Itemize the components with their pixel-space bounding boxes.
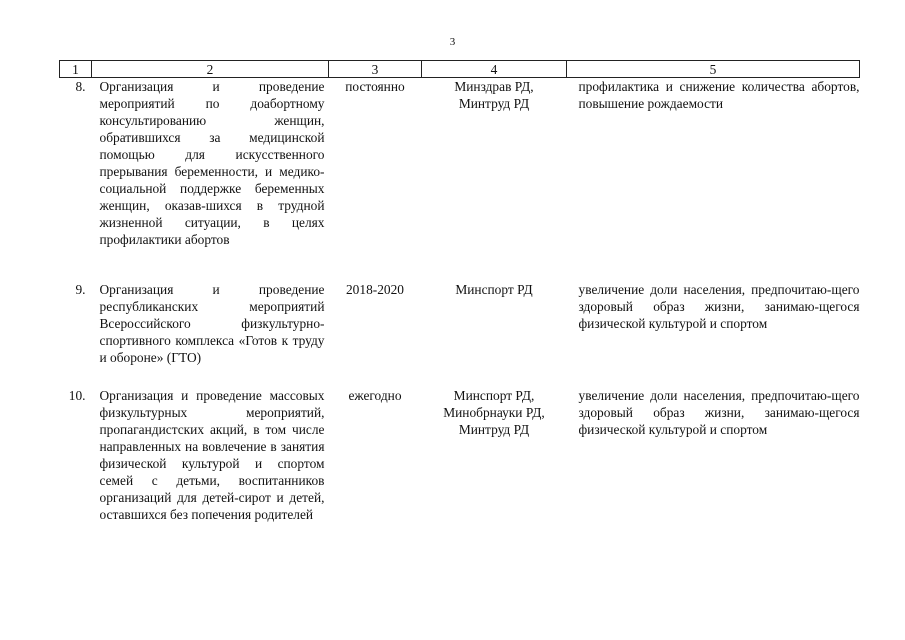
responsible-executors: Минздрав РД, Минтруд РД <box>422 78 567 282</box>
column-header-executors: 4 <box>422 61 567 78</box>
row-number: 10. <box>68 388 86 403</box>
column-header-number: 1 <box>60 61 92 78</box>
column-header-measure: 2 <box>92 61 329 78</box>
table-row <box>60 387 860 567</box>
table-row <box>60 281 860 387</box>
table-header-row <box>60 61 860 78</box>
column-header-period: 3 <box>329 61 422 78</box>
measure-description: Организация и проведение мероприятий по доабортному консультированию женщин, обратившихся за медицинской помощью для искусственного прерывания беременности, и медико-социальной поддержке беременных женщин, оказав-шихся в трудной жизненной ситуации, в целях профилактики абортов <box>92 78 329 282</box>
responsible-executors: Минспорт РД <box>455 282 533 297</box>
row-number: 9. <box>75 282 86 297</box>
measures-table <box>59 60 860 567</box>
implementation-period: ежегодно <box>348 388 402 403</box>
implementation-period: постоянно <box>329 78 422 282</box>
row-number: 8. <box>60 78 92 282</box>
responsible-executors: Минспорт РД, Минобрнауки РД, Минтруд РД <box>443 388 545 437</box>
measure-description: Организация и проведение массовых физкультурных мероприятий, пропагандистских акций, в том числе направленных на вовлечение в занятия физической культурой и спортом семей с детьми, воспитанников организаций для детей-сирот и детей, оставшихся без попечения родителей <box>99 388 325 522</box>
table-row <box>60 78 860 282</box>
page-number: 3 <box>449 36 456 48</box>
column-header-result: 5 <box>567 61 860 78</box>
expected-result: увеличение доли населения, предпочитаю-щего здоровый образ жизни, занимаю-щегося физической культурой и спортом <box>578 282 860 331</box>
implementation-period: 2018-2020 <box>345 282 405 297</box>
measure-description: Организация и проведение республиканских мероприятий Всероссийского физкультурно-спортивного комплекса «Готов к труду и обороне» (ГТО) <box>99 282 325 365</box>
expected-result: увеличение доли населения, предпочитаю-щего здоровый образ жизни, занимаю-щегося физической культурой и спортом <box>578 388 860 437</box>
expected-result: профилактика и снижение количества абортов, повышение рождаемости <box>567 78 860 282</box>
